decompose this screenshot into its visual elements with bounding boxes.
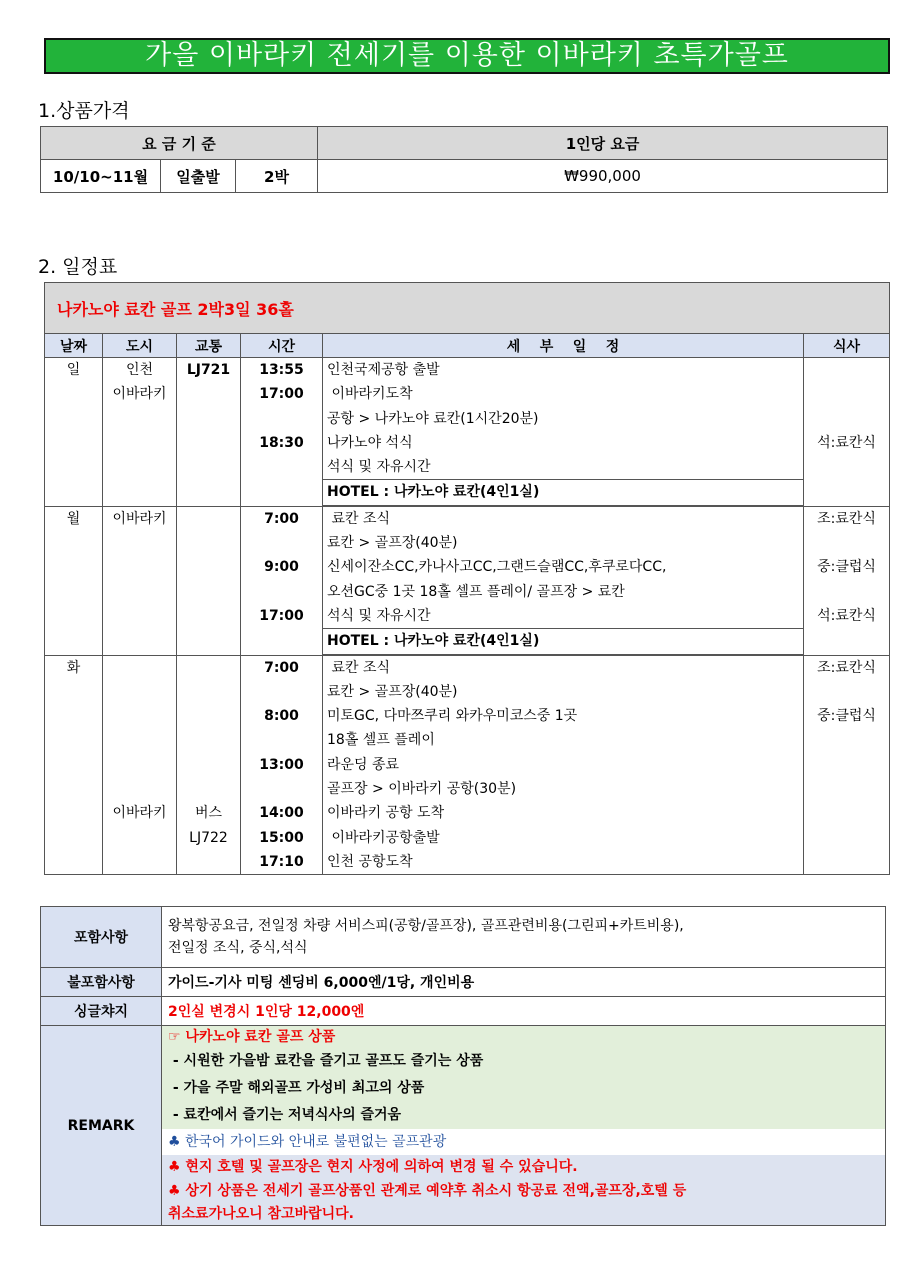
remark-warning: ♣ 현지 호텔 및 골프장은 현지 사정에 의하여 변경 될 수 있습니다. [168, 1159, 578, 1175]
meal: 중:클럽식 [817, 708, 876, 725]
schedule-subtitle: 나카노야 료칸 골프 2박3일 36홀 [45, 283, 890, 334]
city: 인천 [125, 362, 154, 378]
schedule-table [44, 282, 890, 875]
day-row-tue [45, 655, 890, 875]
remark-guide-note: ♣ 한국어 가이드와 안내로 불편없는 골프관광 [162, 1129, 885, 1155]
detail: 석식 및 자유시간 [327, 607, 431, 624]
remark-item: - 가을 주말 해외골프 가성비 최고의 상품 [168, 1080, 425, 1096]
detail: 이바라키 공항 도착 [327, 805, 445, 822]
section-price-heading: 1.상품가격 [38, 100, 130, 122]
info-table [40, 906, 886, 1226]
hotel-info: HOTEL : 나카노야 료칸(4인1실) [323, 479, 803, 505]
price-per-person-header: 1인당 요금 [318, 127, 888, 160]
flight: LJ722 [189, 829, 228, 846]
detail: 료칸 조식 [327, 510, 390, 527]
excluded-text: 가이드-기사 미팅 센딩비 6,000엔/1당, 개인비용 [162, 968, 886, 997]
meal: 석:료칸식 [817, 434, 876, 451]
transport: 버스 [194, 805, 223, 822]
meal: 중:클럽식 [817, 559, 876, 576]
city: 이바라키 [112, 805, 167, 822]
included-label: 포함사항 [41, 907, 162, 968]
col-transport: 교통 [177, 334, 241, 358]
price-departure: 일출발 [161, 160, 236, 193]
detail: 료칸 > 골프장(40분) [327, 683, 458, 700]
section-schedule-heading: 2. 일정표 [38, 256, 118, 278]
meal: 석:료칸식 [817, 607, 876, 624]
detail: 인천국제공항 출발 [327, 362, 440, 378]
meal: 조:료칸식 [817, 510, 876, 527]
time: 13:00 [259, 756, 304, 773]
remark-item: - 시원한 가을밤 료칸을 즐기고 골프도 즐기는 상품 [168, 1053, 484, 1069]
price-nights: 2박 [236, 160, 318, 193]
price-period: 10/10~11월 [41, 160, 161, 193]
single-label: 싱글챠지 [41, 997, 162, 1026]
col-details: 세 부 일 정 [323, 334, 804, 358]
flight: LJ721 [186, 362, 231, 378]
detail: 료칸 조식 [327, 659, 390, 676]
day-label: 월 [66, 510, 81, 527]
remark-title: ☞ 나카노야 료칸 골프 상품 [168, 1029, 336, 1045]
col-meals: 식사 [804, 334, 890, 358]
detail: 미토GC, 다마쯔쿠리 와카우미코스중 1곳 [327, 708, 578, 725]
detail: 료칸 > 골프장(40분) [327, 535, 458, 552]
time: 17:00 [259, 386, 304, 403]
meal: 조:료칸식 [817, 659, 876, 676]
day-row-mon [45, 506, 890, 655]
detail: 골프장 > 이바라키 공항(30분) [327, 781, 517, 798]
time: 15:00 [259, 829, 304, 846]
hotel-info: HOTEL : 나카노야 료칸(4인1실) [323, 628, 803, 654]
page-title-banner: 가을 이바라키 전세기를 이용한 이바라키 초특가골프 [44, 38, 890, 74]
detail: 신세이잔소CC,카나사고CC,그랜드슬램CC,후쿠로다CC, [327, 559, 667, 576]
col-city: 도시 [103, 334, 177, 358]
city: 이바라키 [112, 510, 167, 527]
price-table [40, 126, 888, 193]
time: 17:10 [259, 853, 304, 870]
price-amount: ₩990,000 [318, 160, 888, 193]
detail: 오션GC중 1곳 18홀 셀프 플레이/ 골프장 > 료칸 [327, 583, 625, 600]
price-basis-header: 요 금 기 준 [41, 127, 318, 160]
detail: 공항 > 나카노야 료칸(1시간20분) [327, 410, 539, 427]
detail: 석식 및 자유시간 [327, 459, 431, 476]
time: 17:00 [259, 607, 304, 624]
time: 18:30 [259, 434, 304, 451]
detail: 이바라키도착 [327, 386, 413, 403]
day-label: 화 [66, 659, 81, 676]
remark-label: REMARK [41, 1026, 162, 1226]
detail: 라운딩 종료 [327, 756, 400, 773]
day-row-sun [45, 358, 890, 507]
col-date: 날짜 [45, 334, 103, 358]
time: 7:00 [264, 659, 299, 676]
remark-warning: 취소료가나오니 참고바랍니다. [168, 1206, 355, 1222]
time: 9:00 [264, 559, 299, 576]
single-charge-text: 2인실 변경시 1인당 12,000엔 [162, 997, 886, 1026]
detail: 이바라키공항출발 [327, 829, 440, 846]
detail: 18홀 셀프 플레이 [327, 732, 435, 749]
detail: 나카노야 석식 [327, 434, 413, 451]
included-line: 왕복항공요금, 전일정 차량 서비스피(공항/골프장), 골프관련비용(그린피+카트비용), [168, 918, 684, 934]
col-time: 시간 [241, 334, 323, 358]
remark-warning: ♣ 상기 상품은 전세기 골프상품인 관계로 예약후 취소시 항공료 전액,골프장,호텔 등 [168, 1183, 687, 1199]
day-label: 일 [66, 362, 81, 378]
time: 13:55 [259, 362, 304, 378]
remark-item: - 료칸에서 즐기는 저녁식사의 즐거움 [168, 1107, 402, 1123]
excluded-label: 불포함사항 [41, 968, 162, 997]
city: 이바라키 [112, 386, 167, 403]
detail: 인천 공항도착 [327, 853, 413, 870]
time [241, 407, 322, 431]
included-line: 전일정 조식, 중식,석식 [168, 940, 308, 956]
time: 14:00 [259, 805, 304, 822]
time: 7:00 [264, 510, 299, 527]
time: 8:00 [264, 708, 299, 725]
